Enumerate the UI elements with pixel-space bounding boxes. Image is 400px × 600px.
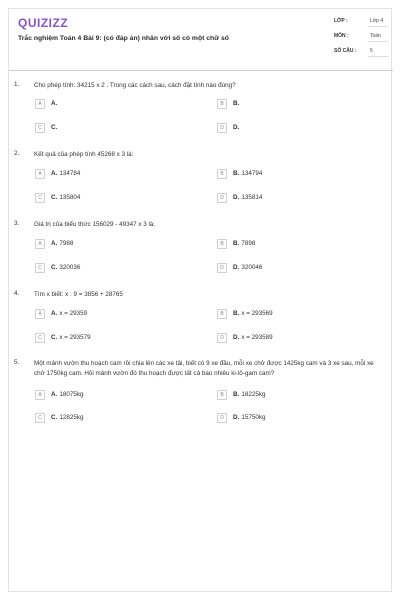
meta-grade-label: LỚP : [334, 18, 348, 24]
option-letter: A. [51, 391, 58, 398]
meta-subject-label: MÔN : [334, 33, 349, 39]
option-box: C [35, 333, 45, 343]
question-number: 2. [14, 150, 20, 157]
question-text: Tìm x biết: x : 9 = 3856 + 28765 [34, 291, 123, 298]
meta-subject-value: Toán [368, 33, 388, 42]
option-text: x = 293569 [241, 310, 273, 317]
option-box: C [35, 123, 45, 133]
option-box: B [217, 390, 227, 400]
option-letter: D. [233, 264, 240, 271]
option-box: B [217, 309, 227, 319]
option-text: x = 293589 [241, 334, 273, 341]
option-letter: B. [233, 391, 240, 398]
option-box: D [217, 193, 227, 203]
worksheet-header [9, 9, 393, 71]
option-box: B [217, 169, 227, 179]
option-text: 134794 [241, 170, 263, 177]
option-letter: A. [51, 240, 58, 247]
option-box: D [217, 333, 227, 343]
meta-grade [334, 18, 394, 30]
question-number: 4. [14, 290, 20, 297]
option-box: B [217, 99, 227, 109]
option-text: 134784 [59, 170, 81, 177]
option-letter: A. [51, 310, 58, 317]
option-box: A [35, 169, 45, 179]
option-box: C [35, 263, 45, 273]
option-letter: C. [51, 414, 58, 421]
option-text: 135804 [59, 194, 81, 201]
option-letter: D. [233, 194, 240, 201]
meta-count [334, 48, 394, 60]
question-text: Giá trị của biểu thức 156029 - 49347 x 3 là: [34, 221, 156, 228]
option-letter: A. [51, 100, 58, 107]
option-text: 320046 [241, 264, 263, 271]
option-letter: C. [51, 334, 58, 341]
option-box: D [217, 123, 227, 133]
worksheet-title: Trắc nghiệm Toán 4 Bài 9: (có đáp án) nhân với số có một chữ số [18, 35, 229, 42]
worksheet [8, 8, 392, 592]
meta-count-label: SỐ CÂU : [334, 48, 357, 54]
option-letter: C. [51, 124, 58, 131]
option-text: 7988 [59, 240, 74, 247]
option-letter: B. [233, 100, 240, 107]
option-box: C [35, 413, 45, 423]
option-text: x = 293579 [59, 334, 91, 341]
option-box: A [35, 239, 45, 249]
option-box: A [35, 309, 45, 319]
option-text: 135814 [241, 194, 263, 201]
option-letter: D. [233, 124, 240, 131]
option-box: B [217, 239, 227, 249]
question-text: Cho phép tính: 34215 x 2 . Trong các cách sau, cách đặt tính nào đúng? [34, 82, 236, 89]
option-text: 7898 [241, 240, 256, 247]
option-letter: C. [51, 194, 58, 201]
option-text: 18225kg [241, 391, 266, 398]
question-text: Kết quả của phép tính 45268 x 3 là: [34, 151, 134, 158]
option-text: 320036 [59, 264, 81, 271]
option-text: 15750kg [241, 414, 266, 421]
option-box: C [35, 193, 45, 203]
question-number: 1. [14, 81, 20, 88]
option-text: 12825kg [59, 414, 84, 421]
option-letter: B. [233, 240, 240, 247]
question-number: 3. [14, 220, 20, 227]
option-letter: A. [51, 170, 58, 177]
option-letter: C. [51, 264, 58, 271]
option-box: D [217, 263, 227, 273]
meta-count-value: 5 [368, 48, 388, 57]
question-text: Một mảnh vườn thu hoạch cam rồi chia lên các xe tải, biết có 9 xe đầu, mỗi xe chở được 1425kg cam và 3 xe sau, mỗi xe chở 1750kg cam. Hỏi mảnh vườn đó thu hoạch được tất cả bao nhiêu ki-lô-gam cam? [34, 360, 374, 377]
quizizz-logo: QUIZIZZ [18, 16, 69, 30]
option-letter: B. [233, 170, 240, 177]
option-text: x = 29359 [59, 310, 88, 317]
meta-grade-value: Lớp 4 [368, 18, 388, 27]
option-letter: D. [233, 334, 240, 341]
option-text: 18075kg [59, 391, 84, 398]
option-letter: B. [233, 310, 240, 317]
option-letter: D. [233, 414, 240, 421]
option-box: A [35, 99, 45, 109]
meta-subject [334, 33, 394, 45]
question-number: 5. [14, 359, 20, 366]
option-box: A [35, 390, 45, 400]
option-box: D [217, 413, 227, 423]
